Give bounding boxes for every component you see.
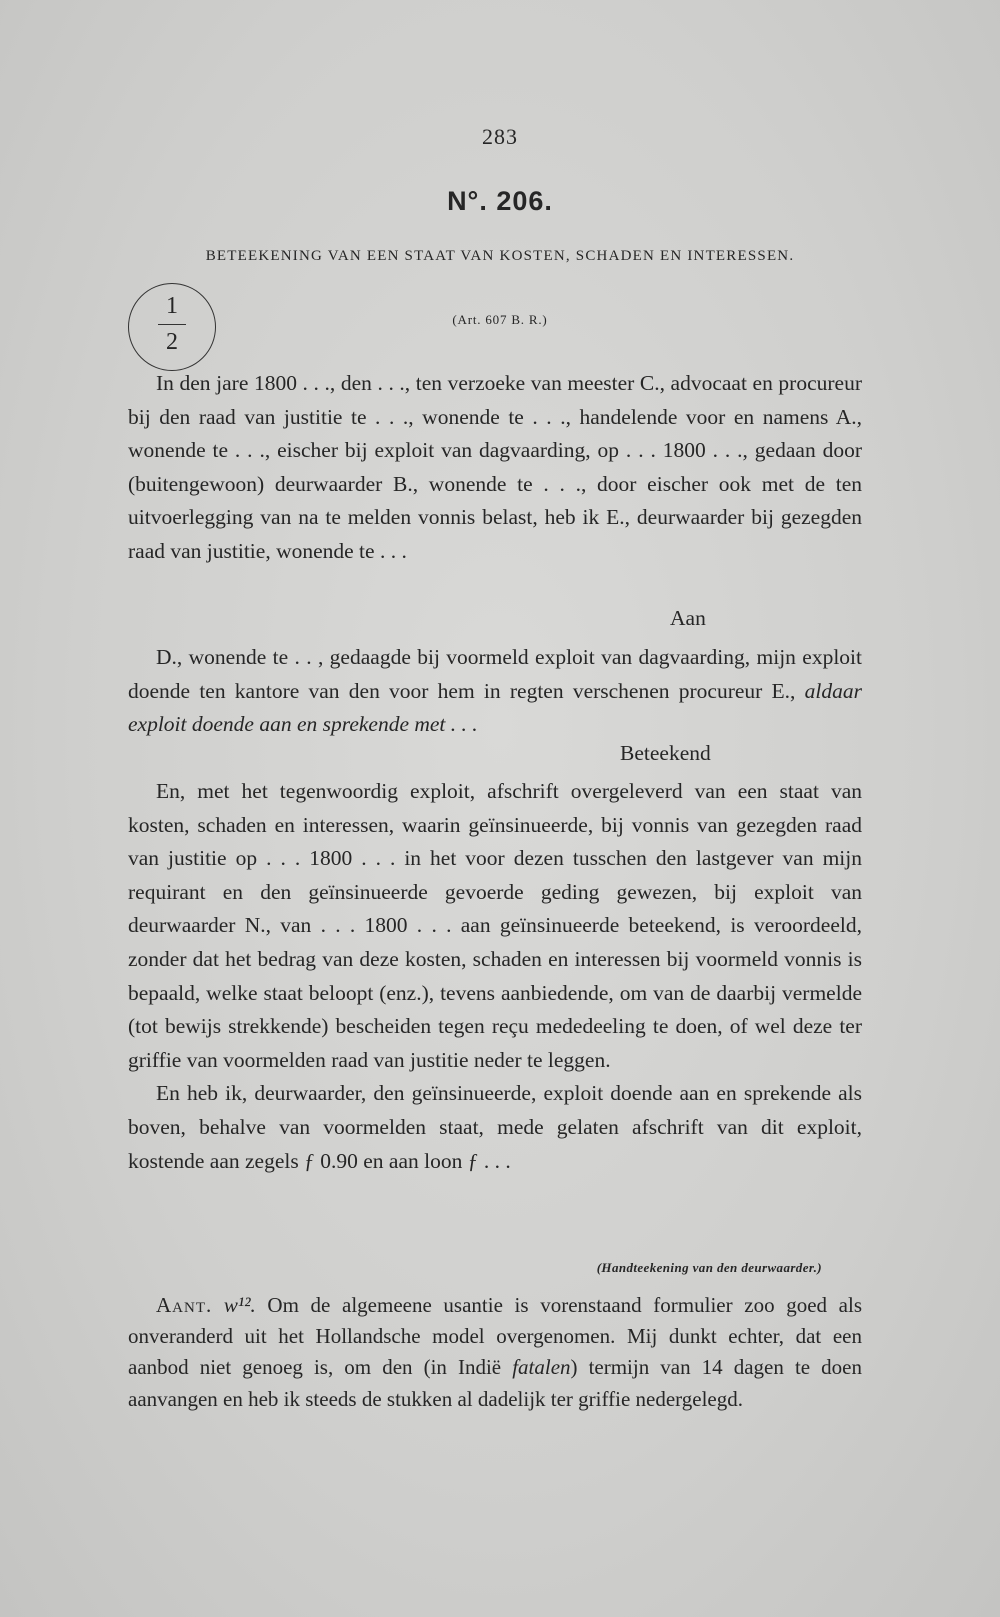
page-number: 283 — [482, 124, 518, 149]
paragraph-intro — [128, 367, 862, 569]
stamp-denominator: 2 — [166, 329, 178, 355]
signature-line: (Handteekening van den deurwaarder.) — [596, 1260, 822, 1275]
article-reference: (Art. 607 B. R.) — [452, 312, 548, 327]
annotation-paragraph — [128, 1290, 862, 1415]
paragraph-3: En, met het tegenwoordig exploit, afschrift overgeleverd van een staat van kosten, schaden en interessen, waarin geïnsinueerde, bij vonnis van gezegden raad van justitie op . . . 1800 . . . in het voor dezen tusschen den lastgever van mijn requirant en den geïnsinueerde gevoerde geding gewezen, bij exploit van deurwaarder N., van . . . 1800 . . . aan geïnsinueerde beteekend, is veroordeeld, zonder dat het bedrag van deze kosten, schaden en interessen bij voormeld vonnis is bepaald, welke staat beloopt (enz.), tevens aanbiedende, om van de daarbij vermelde (tot bewijs strekkende) bescheiden tegen reçu mededeeling te doen, of wel deze ter griffie van voormelden raad van justitie neder te leggen. — [128, 779, 862, 1072]
annotation-text-italic: fatalen — [512, 1355, 571, 1380]
served-heading: Beteekend — [620, 741, 711, 765]
paragraph-1: In den jare 1800 . . ., den . . ., ten verzoeke van meester C., advocaat en procureur bij den raad van justitie te . . ., wonende te . . ., handelende voor en namens A., wonende te . . ., eischer bij exploit van dagvaarding, op . . . 1800 . . ., gedaan door (buitengewoon) deurwaarder B., wonende te . . ., door eischer ook met de ten uitvoerlegging van na te melden vonnis belast, heb ik E., deurwaarder bij gezegden raad van justitie, wonende te . . . — [128, 371, 862, 563]
annotation — [128, 1290, 862, 1415]
annotation-label: Aant. — [156, 1293, 213, 1317]
stamp-numerator: 1 — [166, 293, 178, 319]
annotation-text-tail: ) termijn van 14 dagen te doen aanvangen en heb ik steeds de stukken al dadelijk ter griffie nedergelegd. — [128, 1355, 862, 1411]
form-number: N°. 206. — [447, 186, 553, 216]
document-title: BETEEKENING VAN EEN STAAT VAN KOSTEN, SCHADEN EN INTERESSEN. — [205, 248, 795, 264]
addressee-heading: Aan — [670, 606, 706, 630]
paragraph-2-text: D., wonende te . . , gedaagde bij voormeld exploit van dagvaarding, mijn exploit doende ten kantore van den voor hem in regten verschenen procureur E., — [128, 645, 862, 703]
annotation-text-lead: Om de algemeene usantie is vorenstaand formulier zoo goed als onveranderd uit het Hollandsche model overgenomen. Mij dunkt echter, dat een aanbod niet genoeg is, om den (in Indië — [128, 1293, 863, 1380]
paragraph-4: En heb ik, deurwaarder, den geïnsinueerde, exploit doende aan en sprekende als boven, behalve van voormelden staat, mede gelaten afschrift van dit exploit, kostende aan zegels ƒ 0.90 en aan loon ƒ . . . — [128, 1081, 862, 1173]
paragraph-served — [128, 775, 862, 1178]
annotation-number: w¹². — [223, 1293, 256, 1317]
paragraph-2-italic: aldaar exploit doende aan en sprekende met . . . — [128, 678, 862, 737]
paragraph-2 — [128, 641, 862, 742]
paragraph-addressee — [128, 641, 862, 742]
